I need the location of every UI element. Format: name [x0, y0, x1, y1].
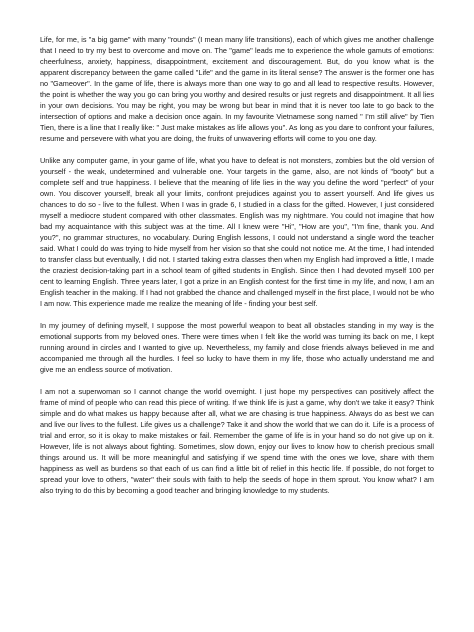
paragraph-2: Unlike any computer game, in your game of life, what you have to defeat is not monsters, zombies but the old version of yourself - the weak, undetermined and vulnerable one. Your targets in the game, also, are not kinds of "booty" but a complete self and true happiness. I believe that the meaning of life lies in the way you define the word "perfect" of your own. You discover yourself, break all your limits, confront prejudices against you to assert yourself. And life gives us chances to do so - live to the fullest. When I was in grade 6, I studied in a class for the gifted. However, I just considered myself a mediocre student compared with other classmates. English was my nightmare. You could not imagine that how bad my acquaintance with this subject was at the time. All I knew were "Hi", "How are you", "I'm fine, thank you. And you?", no grammar structures, no vocabulary. During English lessons, I could not understand a single word the teacher said. What I could do was trying to hide myself from her vision so that she could not notice me. At the time, I had intended to transfer class but eventually, I did not. I started taking extra classes then when my English had improved a little, I made the craziest decision-taking part in a school team of gifted students in English. Since then I had devoted myself 100 per cent to learning English. Three years later, I got a prize in an English contest for the first time in my life, and now, I am an English teacher in the making. If I had not grabbed the chance and challenged myself in the first place, I would not be who I am now. This experience made me realize the meaning of life - finding your best self.	[40, 156, 434, 308]
paragraph-3: In my journey of defining myself, I suppose the most powerful weapon to beat all obstacles standing in my way is the emotional supports from my beloved ones. There were times when I felt like the world was turning its back on me, I kept running around in circles and I wanted to give up. Nevertheless, my family and close friends always believed in me and accompanied me through all the hurdles. I feel so lucky to have them in my life, those who actually understand me and give me an endless source of motivation.	[40, 321, 434, 374]
paragraph-1: Life, for me, is "a big game" with many "rounds" (I mean many life transitions), each of which gives me another challenge that I need to try my best to overcome and move on. The "game" leads me to experience the whole gamuts of emotions: cheerfulness, anxiety, happiness, disappointment, excitement and discouragement. But, do you know what is the apparent discrepancy between the game called "Life" and the game in its literal sense? The answer is the former one has no "Gameover". In the game of life, there is always more than one way to go and all lead to respective results. However, the point is whether the way you go can bring you worthy and desired results or just regrets and disappointment. It all lies in your own decisions. You may be right, you may be wrong but bear in mind that it is never too late to go back to the intersection of options and make a decision once again. In my favourite Vietnamese song named " I'm still alive" by Tien Tien, there is a line that I really like: " Just make mistakes as life allows you". As long as you dare to confront your failures, resume and persevere with what you are doing, the fruits of unwavering efforts will come to you one day.	[40, 35, 434, 143]
paragraph-4: I am not a superwoman so I cannot change the world overnight. I just hope my perspectives can positively affect the frame of mind of people who can read this piece of writing. If we think life is just a game, why don't we take it easy? Think simple and do what makes us happy because after all, what we are chasing is true happiness. Always do as best we can and live our lives to the fullest. Life gives us a challenge? Take it and show the world that we can do it. Life is a process of trial and error, so it is okay to make mistakes or fail. Remember the game of life is in your hand so do not give up on it. However, life is not always about fighting. Sometimes, slow down, enjoy our lives to know how to cherish precious small things around us. It will be more meaningful and satisfying if we spend time with the ones we love, share with them happiness as well as burdens so that each of us can find a little bit of relief in this hectic life. If possible, do not forget to spread your love to others, "water" their souls with faith to help the seeds of hope in them sprout. You know what? I am also trying to do this by becoming a good teacher and bringing knowledge to my students.	[40, 387, 434, 495]
